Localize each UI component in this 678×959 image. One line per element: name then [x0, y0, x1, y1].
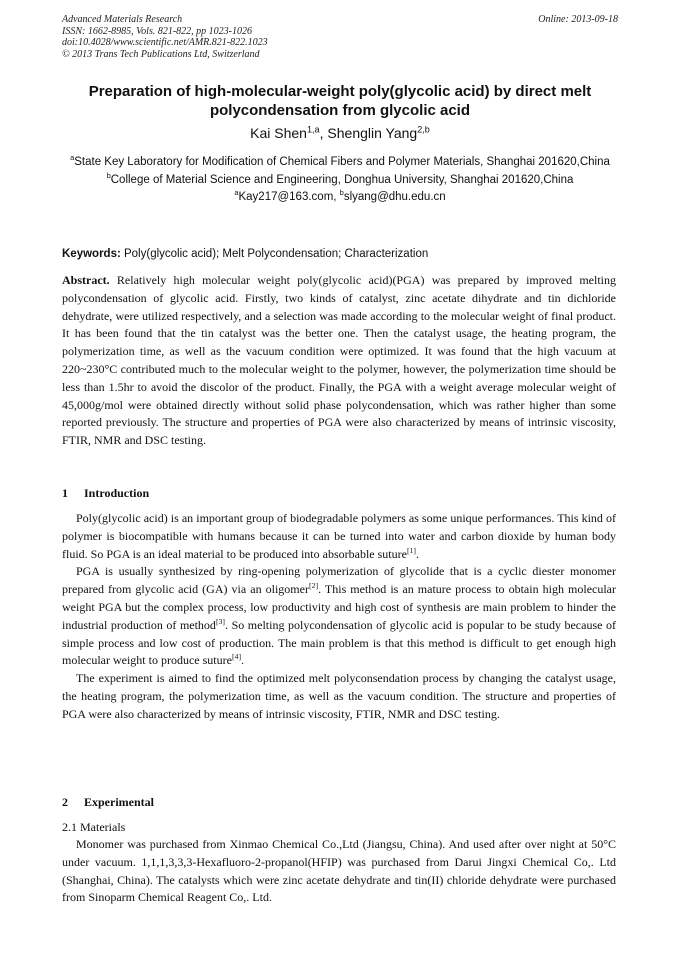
journal-name: Advanced Materials Research — [62, 14, 183, 25]
email-marker: b — [339, 188, 344, 198]
section-heading-introduction — [62, 486, 149, 501]
section-title: Introduction — [84, 486, 150, 500]
materials-body — [62, 836, 616, 907]
abstract-label: Abstract. — [62, 273, 110, 287]
paragraph-text: Poly(glycolic acid) is an important group of biodegradable polymers as some unique performances. This kind of polymer is biocompatible with humans because it can be turned into water and carbon dioxide by human body fluid. So PGA is an ideal material to be produced into absorbable suture — [62, 511, 616, 561]
keywords-text: Poly(glycolic acid); Melt Polycondensation; Characterization — [120, 248, 429, 260]
keywords — [62, 246, 618, 262]
author-superscript: 1,a — [306, 124, 320, 135]
author-list — [62, 124, 618, 142]
section-number: 2 — [62, 795, 68, 809]
email-marker: a — [234, 188, 239, 198]
author-superscript: 2,b — [417, 124, 430, 135]
intro-paragraph-1 — [62, 510, 616, 563]
intro-paragraph-3: The experiment is aimed to find the optimized melt polyconsendation process by changing the catalyst usage, the heating program, the polymerization time, as well as the vacuum condition. The structure and properties of PGA were also characterized by means of intrinsic viscosity, FTIR, NMR and DSC testing. — [62, 671, 616, 721]
email-b: slyang@dhu.edu.cn — [343, 191, 446, 203]
doi-line: doi:10.4028/www.scientific.net/AMR.821-822.1023 — [62, 37, 268, 48]
intro-paragraph-2 — [62, 563, 616, 670]
paragraph-end: . — [241, 653, 245, 668]
subsection-heading-materials: 2.1 Materials — [62, 820, 126, 834]
paper-title: Preparation of high-molecular-weight poly(glycolic acid) by direct melt polycondensation from glycolic acid — [88, 83, 592, 119]
email-a: Kay217@163.com, — [238, 191, 340, 203]
affiliation-text: College of Material Science and Engineering, Donghua University, Shanghai 201620,China — [110, 173, 574, 186]
citation-ref: [3] — [215, 616, 226, 626]
paragraph-end: . — [416, 546, 420, 561]
paragraph-text: . So melting polycondensation of glycolic acid is popular to be study because of simple process and low cost of production. The main problem is that this method is difficult to get enough high molecular weight to produce suture — [62, 617, 616, 668]
abstract-text: Relatively high molecular weight poly(glycolic acid)(PGA) was prepared by improved melting polycondensation of glycolic acid. Firstly, two kinds of catalyst, zinc acetate dihydrate and tin dichloride dehydrate, were utilized respectively, and a selection was made according to the molecular weight of final product. It has been found that the tin catalyst was the better one. Then the catalyst usage, the heating program, the polymerization time, as well as the vacuum condition were optimized. It was found that the high vacuum at 220~230°C contributed much to the molecular weight to the polymer, however, the polymerization time should be less than 1.5hr to avoid the discolor of the product. Finally, the PGA with a weight average molecular weight of 45,000g/mol were obtained directly without solid phase polycondensation, which was rather higher than some reported previously. The structure and properties of PGA were also characterized by means of intrinsic viscosity, FTIR, NMR and DSC testing. — [62, 273, 616, 448]
affiliation-text: State Key Laboratory for Modification of Chemical Fibers and Polymer Materials, Shanghai 201620,China — [74, 156, 610, 168]
affiliation-marker: a — [70, 153, 75, 163]
keywords-label: Keywords: — [62, 248, 121, 260]
author-name: Kai Shen — [250, 125, 307, 141]
materials-paragraph: Monomer was purchased from Xinmao Chemical Co.,Ltd (Jiangsu, China). And used after over night at 50°C under vacuum. 1,1,1,3,3,3-Hexafluoro-2-propanol(HFIP) was purchased from Darui Jingxi Chemical Co,. Ltd (Shanghai, China). The catalysts which were zinc acetate dehydrate and tin(II) chloride dehydrate were purchased from Sinoparm Chemical Reagent Co,. Ltd. — [62, 837, 616, 905]
section-number: 1 — [62, 486, 68, 500]
abstract — [62, 272, 616, 450]
abstract-paragraph — [62, 272, 616, 450]
journal-header — [62, 14, 618, 60]
citation-ref: [4] — [231, 652, 242, 662]
affiliation-a — [62, 154, 618, 172]
author-separator: , — [319, 125, 328, 141]
affiliation-b — [62, 172, 618, 190]
copyright-line: © 2013 Trans Tech Publications Ltd, Switzerland — [62, 48, 260, 60]
affiliations — [62, 154, 618, 207]
email-line — [62, 189, 618, 207]
author-name: Shenglin Yang — [327, 125, 418, 141]
section-title: Experimental — [84, 795, 154, 809]
citation-ref: [2] — [308, 581, 319, 591]
affiliation-marker: b — [106, 170, 111, 180]
introduction-body — [62, 510, 616, 724]
citation-ref: [1] — [406, 545, 417, 555]
online-date: Online: 2013-09-18 — [538, 14, 618, 25]
issn-line: ISSN: 1662-8985, Vols. 821-822, pp 1023-1026 — [62, 25, 252, 37]
paragraph-text: PGA is usually synthesized by ring-opening polymerization of glycolide that is a cyclic diester monomer prepared from glycolic acid (GA) via an oligomer — [62, 564, 616, 597]
paragraph-text: . This method is an mature process to obtain high molecular weight PGA but the complex process, low productivity and high cost of synthesis are main problem to hinder the industrial production of method — [62, 582, 616, 632]
section-heading-experimental — [62, 795, 154, 810]
